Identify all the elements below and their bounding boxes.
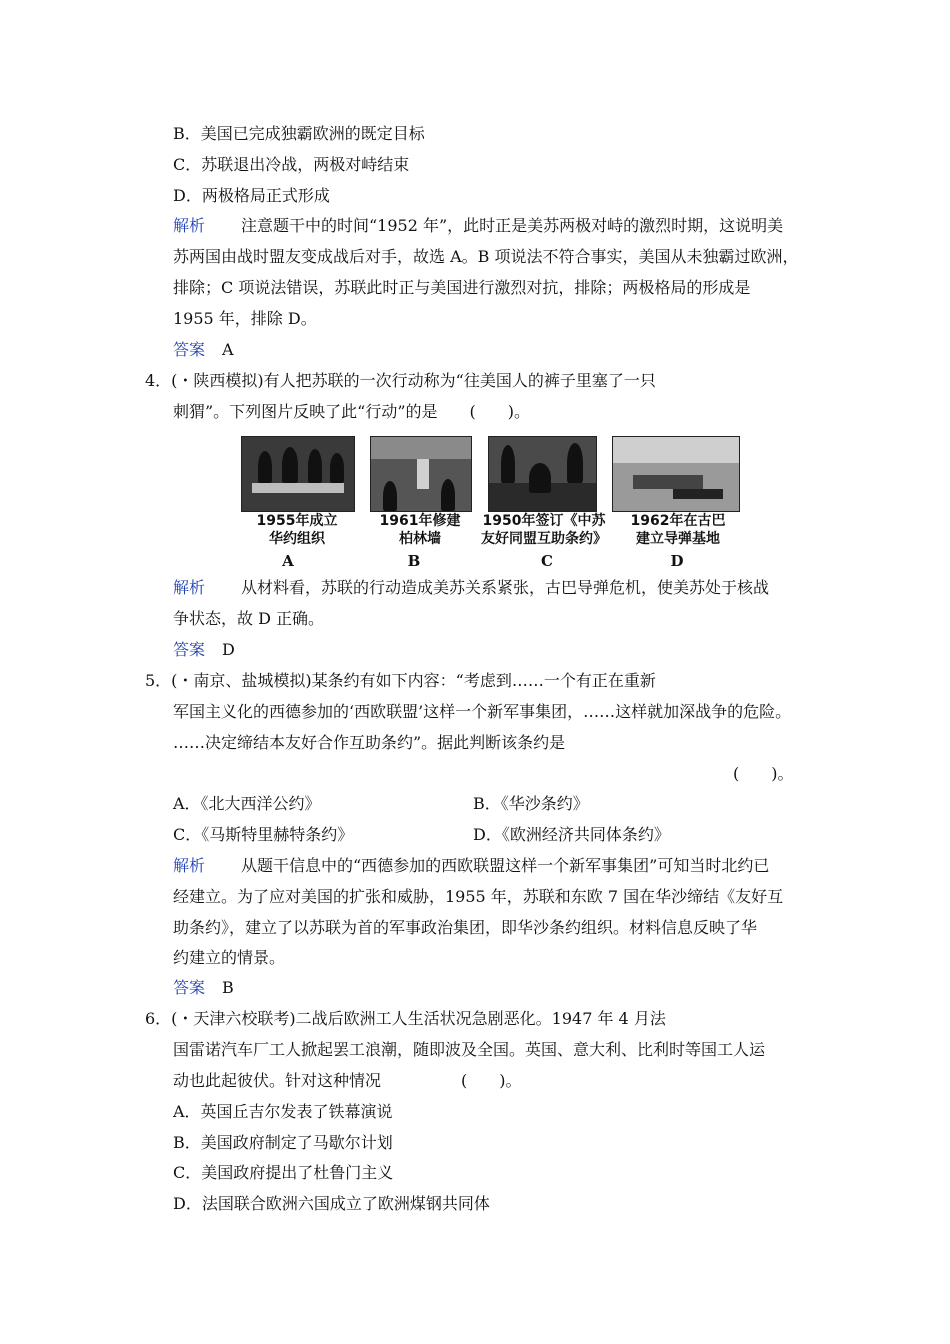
analysis-line: 从题干信息中的“西德参加的西欧联盟这样一个新军事集团”可知当时北约已 bbox=[241, 856, 770, 875]
question-stem: 6．(・天津六校联考)二战后欧洲工人生活状况急剧恶化。1947 年 4 月法 bbox=[145, 1009, 666, 1028]
question-stem: 国雷诺汽车厂工人掀起罢工浪潮，随即波及全国。英国、意大利、比利时等国工人运 bbox=[173, 1040, 766, 1059]
photo-c-letter: C bbox=[541, 552, 553, 570]
analysis-line: 助条约》，建立了以苏联为首的军事政治集团，即华沙条约组织。材料信息反映了华 bbox=[173, 918, 758, 937]
question-stem: 刺猬”。下列图片反映了此“行动”的是 ( )。 bbox=[173, 402, 531, 421]
analysis-line: 经建立。为了应对美国的扩张和威胁，1955 年，苏联和东欧 7 国在华沙缔结《友好互 bbox=[173, 887, 784, 906]
option-b: B．美国政府制定了马歇尔计划 bbox=[173, 1133, 393, 1152]
photo-d-letter: D bbox=[670, 552, 684, 570]
photo-a bbox=[241, 436, 355, 512]
analysis-line: 注意题干中的时间“1952 年”，此时正是美苏两极对峙的激烈时期，这说明美 bbox=[241, 216, 784, 235]
option-a: A．《北大西洋公约》 bbox=[173, 794, 321, 813]
answer-bracket: ( )。 bbox=[733, 764, 794, 783]
question-stem: 4．(・陕西模拟)有人把苏联的一次行动称为“往美国人的裤子里塞了一只 bbox=[145, 371, 656, 390]
question-stem: 军国主义化的西德参加的‘西欧联盟’这样一个新军事集团，……这样就加深战争的危险。 bbox=[173, 702, 792, 721]
answer-value: A bbox=[222, 340, 234, 359]
photo-c-caption: 1950年签订《中苏 友好同盟互助条约》 bbox=[481, 513, 607, 547]
photo-a-letter: A bbox=[282, 552, 294, 570]
option-d: D．法国联合欧洲六国成立了欧洲煤钢共同体 bbox=[173, 1194, 490, 1213]
analysis-label: 解析 bbox=[173, 216, 206, 235]
analysis-line: 约建立的情景。 bbox=[173, 948, 286, 967]
analysis-line: 排除；C 项说法错误，苏联此时正与美国进行激烈对抗，排除；两极格局的形成是 bbox=[173, 278, 751, 297]
option-c: C．苏联退出冷战，两极对峙结束 bbox=[173, 155, 410, 174]
photo-b-letter: B bbox=[407, 552, 421, 570]
photo-a-caption: 1955年成立 华约组织 bbox=[256, 513, 338, 547]
answer-label: 答案 bbox=[173, 640, 206, 659]
photo-c bbox=[488, 436, 597, 512]
analysis-line: 争状态，故 D 正确。 bbox=[173, 609, 325, 628]
photo-b-caption: 1961年修建 柏林墙 bbox=[379, 513, 461, 547]
option-d: D．两极格局正式形成 bbox=[173, 186, 330, 205]
analysis-line: 1955 年，排除 D。 bbox=[173, 309, 317, 328]
answer-value: D bbox=[222, 640, 235, 659]
answer-label: 答案 bbox=[173, 978, 206, 997]
photo-b bbox=[370, 436, 472, 512]
answer-value: B bbox=[222, 978, 234, 997]
option-b: B．美国已完成独霸欧洲的既定目标 bbox=[173, 124, 425, 143]
analysis-label: 解析 bbox=[173, 856, 206, 875]
photo-d-caption: 1962年在古巴 建立导弹基地 bbox=[630, 513, 726, 547]
analysis-label: 解析 bbox=[173, 578, 206, 597]
option-b: B．《华沙条约》 bbox=[473, 794, 589, 813]
photo-d bbox=[612, 436, 740, 512]
option-a: A．英国丘吉尔发表了铁幕演说 bbox=[173, 1102, 393, 1121]
option-d: D．《欧洲经济共同体条约》 bbox=[473, 825, 670, 844]
analysis-line: 苏两国由战时盟友变成战后对手，故选 A。B 项说法不符合事实，美国从未独霸过欧洲， bbox=[173, 247, 799, 266]
question-stem: ……决定缔结本友好合作互助条约”。据此判断该条约是 bbox=[173, 733, 566, 752]
answer-label: 答案 bbox=[173, 340, 206, 359]
question-stem: 5．(・南京、盐城模拟)某条约有如下内容：“考虑到……一个有正在重新 bbox=[145, 671, 656, 690]
option-c: C．美国政府提出了杜鲁门主义 bbox=[173, 1163, 394, 1182]
option-c: C．《马斯特里赫特条约》 bbox=[173, 825, 354, 844]
analysis-line: 从材料看，苏联的行动造成美苏关系紧张，古巴导弹危机，使美苏处于核战 bbox=[241, 578, 770, 597]
question-stem: 动也此起彼伏。针对这种情况 ( )。 bbox=[173, 1071, 522, 1090]
